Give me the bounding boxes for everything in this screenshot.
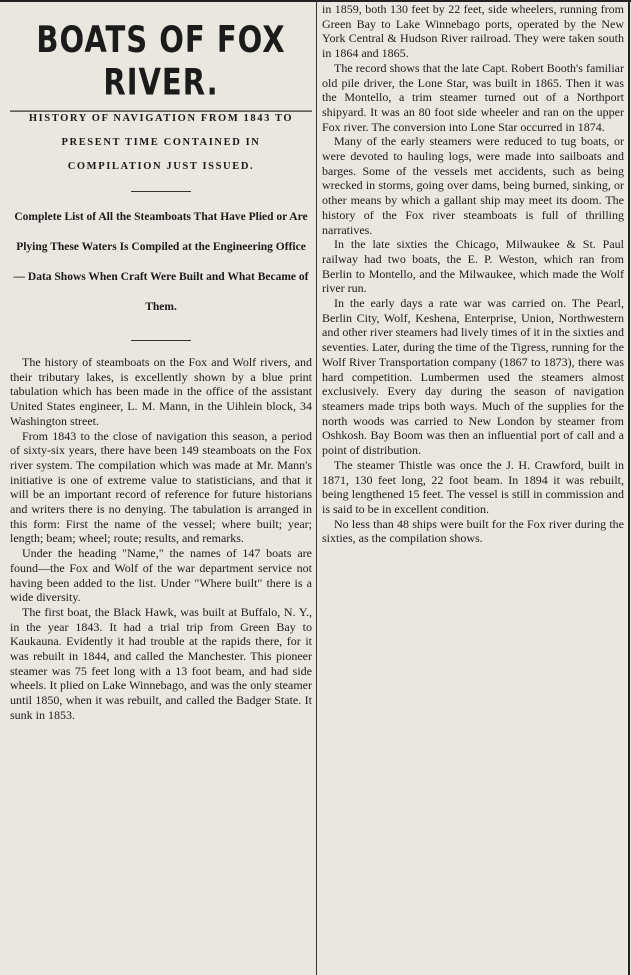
column-divider (316, 0, 317, 975)
paragraph: No less than 48 ships were built for the Fox river during the sixties, as the compilation shows. (322, 516, 624, 546)
deck-divider (131, 191, 191, 192)
headline: BOATS OF FOX RIVER. (10, 18, 312, 112)
paragraph: in 1859, both 130 feet by 22 feet, side wheelers, running from Green Bay to Lake Winnebago ports, operated by the New York Central & Hudson River railroad. They were taken south in 1864 and 1865. (322, 2, 624, 61)
deck-divider-lower (131, 340, 191, 341)
paragraph: The steamer Thistle was once the J. H. Crawford, built in 1871, 130 feet long, 22 foot beam. In 1894 it was rebuilt, being lengthened 15 feet. The vessel is still in commission and is said to be in excellent condition. (322, 457, 624, 516)
paragraph: In the late sixties the Chicago, Milwaukee & St. Paul railway had two boats, the E. P. Weston, which ran from Berlin to Montello, and the Milwaukee, which made the Wolf river run. (322, 237, 624, 296)
paragraph: In the early days a rate war was carried on. The Pearl, Berlin City, Wolf, Keshena, Enterprise, Union, Northwestern and other river steamers had lively times of it in the sixties and seventies. Later, during the time of the Tigress, running for the Wolf River Transportation company (1867 to 1873), there was hard competition. Lumbermen used the steamers almost exclusively. Every day during the season of navigation steamers made trips both ways. Much of the supplies for the north woods was carried to New London by steamer from Oshkosh. Bay Boom was then an influential port of call and a point of distribution. (322, 296, 624, 458)
paragraph: Many of the early steamers were reduced to tug boats, or were devoted to hauling logs, were made into sailboats and barges. Some of the vessels met accidents, such as being wrecked in storms, going over dams, being burned, sinking, or other means by which a gallant ship may meet its doom. The history of the Fox river steamboats is full of thrilling narratives. (322, 134, 624, 237)
left-column (10, 14, 312, 723)
paragraph: Under the heading "Name," the names of 147 boats are found—the Fox and Wolf of the war department service not having been added to the list. Under "Where built" there is a wide diversity. (10, 546, 312, 605)
paragraph: From 1843 to the close of navigation this season, a period of sixty-six years, there have been 149 steamboats on the Fox river system. The compilation which was made at Mr. Mann's initiative is one of extreme value to statisticians, and that it will be an important record of reference for future historians and writers there is no denying. The tabulation is arranged in this form: First the name of the vessel; where built; year; length; beam; wheel; route; results, and remarks. (10, 428, 312, 546)
right-border-rule (628, 0, 630, 975)
deck: Complete List of All the Steamboats That Have Plied or Are Plying These Waters Is Compiled at the Engineering Office — Data Shows When Craft Were Built and What Became of Them. (13, 211, 309, 313)
paragraph: The history of steamboats on the Fox and Wolf rivers, and their tributary lakes, is excellently shown by a blue print tabulation which has been made in the office of the assistant United States engineer, L. M. Mann, in the Uihlein block, 34 Washington street. (10, 355, 312, 428)
subhead: HISTORY OF NAVIGATION FROM 1843 TO PRESENT TIME CONTAINED IN COMPILATION JUST ISSUED. (28, 113, 294, 172)
paragraph: The record shows that the late Capt. Robert Booth's familiar old pile driver, the Lone Star, was built in 1865. Then it was the Montello, a trim steamer turned out of a Northport shipyard. It was an 80 foot side wheeler and ran on the upper Fox river. The conversion into Lone Star occurred in 1874. (322, 60, 624, 134)
paragraph: The first boat, the Black Hawk, was built at Buffalo, N. Y., in the year 1843. It had a trial trip from Green Bay to Kaukauna. Evidently it had trouble at the rapids there, for it was rebuilt in 1844, and called the Manchester. This pioneer steamer was 75 feet long with a 13 foot beam, and had side wheels. It plied on Lake Winnebago, and was the only steamer until 1850, when it was rebuilt, and called the Badger State. It sunk in 1853. (10, 604, 312, 722)
right-column (322, 2, 624, 546)
